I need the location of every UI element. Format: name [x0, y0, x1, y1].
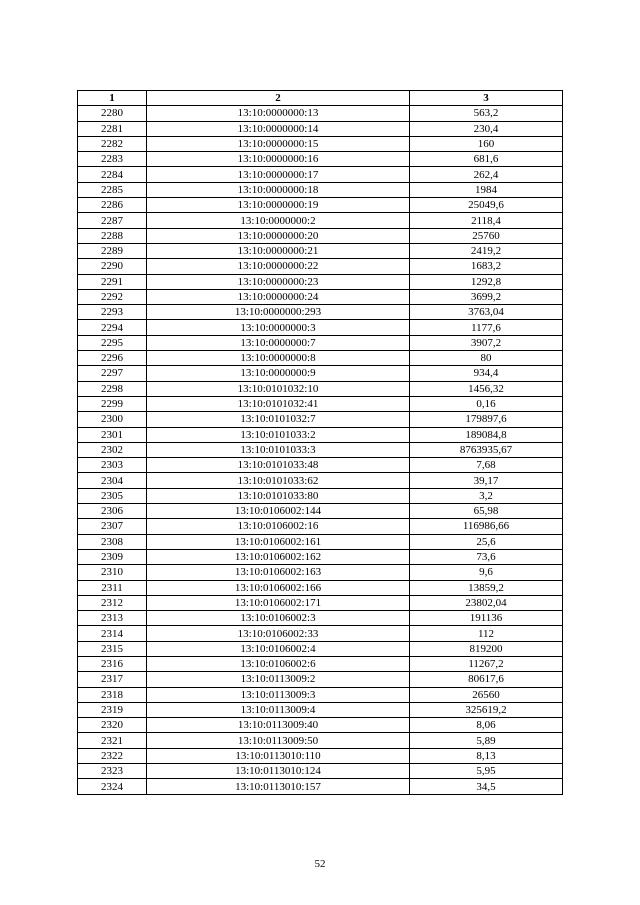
- table-row: [78, 106, 563, 121]
- value-cell: 160: [410, 136, 563, 151]
- cadastral-number-cell: 13:10:0101033:80: [147, 488, 410, 503]
- row-number-cell: 2314: [78, 626, 147, 641]
- table-row: [78, 611, 563, 626]
- row-number-cell: 2280: [78, 106, 147, 121]
- table-row: [78, 718, 563, 733]
- cadastral-number-cell: 13:10:0106002:144: [147, 504, 410, 519]
- cadastral-number-cell: 13:10:0000000:21: [147, 243, 410, 258]
- row-number-cell: 2282: [78, 136, 147, 151]
- value-cell: 3699,2: [410, 289, 563, 304]
- cadastral-number-cell: 13:10:0113009:2: [147, 672, 410, 687]
- value-cell: 934,4: [410, 366, 563, 381]
- row-number-cell: 2290: [78, 259, 147, 274]
- table-row: [78, 274, 563, 289]
- value-cell: 230,4: [410, 121, 563, 136]
- cadastral-number-cell: 13:10:0101033:2: [147, 427, 410, 442]
- table-row: [78, 412, 563, 427]
- table-row: [78, 687, 563, 702]
- value-cell: 262,4: [410, 167, 563, 182]
- cadastral-number-cell: 13:10:0106002:3: [147, 611, 410, 626]
- value-cell: 25049,6: [410, 198, 563, 213]
- row-number-cell: 2302: [78, 442, 147, 457]
- row-number-cell: 2301: [78, 427, 147, 442]
- value-cell: 325619,2: [410, 702, 563, 717]
- cadastral-number-cell: 13:10:0106002:166: [147, 580, 410, 595]
- table-row: [78, 427, 563, 442]
- value-cell: 191136: [410, 611, 563, 626]
- table-row: [78, 182, 563, 197]
- table-row: [78, 748, 563, 763]
- cadastral-number-cell: 13:10:0000000:293: [147, 305, 410, 320]
- row-number-cell: 2319: [78, 702, 147, 717]
- cadastral-number-cell: 13:10:0000000:18: [147, 182, 410, 197]
- table-row: [78, 305, 563, 320]
- cadastral-number-cell: 13:10:0106002:4: [147, 641, 410, 656]
- value-cell: 1456,32: [410, 381, 563, 396]
- table-row: [78, 473, 563, 488]
- column-header-3: 3: [410, 91, 563, 106]
- row-number-cell: 2293: [78, 305, 147, 320]
- table-row: [78, 442, 563, 457]
- value-cell: 73,6: [410, 549, 563, 564]
- value-cell: 9,6: [410, 565, 563, 580]
- table-row: [78, 656, 563, 671]
- cadastral-number-cell: 13:10:0113009:3: [147, 687, 410, 702]
- value-cell: 34,5: [410, 779, 563, 794]
- value-cell: 1292,8: [410, 274, 563, 289]
- row-number-cell: 2315: [78, 641, 147, 656]
- row-number-cell: 2296: [78, 351, 147, 366]
- cadastral-number-cell: 13:10:0106002:171: [147, 595, 410, 610]
- value-cell: 1683,2: [410, 259, 563, 274]
- cadastral-number-cell: 13:10:0106002:33: [147, 626, 410, 641]
- table-row: [78, 198, 563, 213]
- cadastral-number-cell: 13:10:0106002:162: [147, 549, 410, 564]
- value-cell: 11267,2: [410, 656, 563, 671]
- value-cell: 7,68: [410, 458, 563, 473]
- table-row: [78, 580, 563, 595]
- value-cell: 80: [410, 351, 563, 366]
- cadastral-number-cell: 13:10:0000000:2: [147, 213, 410, 228]
- value-cell: 25760: [410, 228, 563, 243]
- table-row: [78, 289, 563, 304]
- row-number-cell: 2299: [78, 396, 147, 411]
- table-row: [78, 702, 563, 717]
- cadastral-number-cell: 13:10:0000000:9: [147, 366, 410, 381]
- row-number-cell: 2307: [78, 519, 147, 534]
- cadastral-number-cell: 13:10:0000000:23: [147, 274, 410, 289]
- cadastral-number-cell: 13:10:0000000:7: [147, 335, 410, 350]
- row-number-cell: 2300: [78, 412, 147, 427]
- value-cell: 80617,6: [410, 672, 563, 687]
- table-row: [78, 136, 563, 151]
- table-row: [78, 534, 563, 549]
- table-body: [78, 106, 563, 794]
- row-number-cell: 2295: [78, 335, 147, 350]
- cadastral-number-cell: 13:10:0000000:20: [147, 228, 410, 243]
- value-cell: 8763935,67: [410, 442, 563, 457]
- row-number-cell: 2310: [78, 565, 147, 580]
- cadastral-number-cell: 13:10:0101033:62: [147, 473, 410, 488]
- table-row: [78, 595, 563, 610]
- cadastral-number-cell: 13:10:0101032:10: [147, 381, 410, 396]
- value-cell: 3763,04: [410, 305, 563, 320]
- table-row: [78, 351, 563, 366]
- cadastral-number-cell: 13:10:0000000:14: [147, 121, 410, 136]
- row-number-cell: 2317: [78, 672, 147, 687]
- table-row: [78, 121, 563, 136]
- cadastral-number-cell: 13:10:0000000:19: [147, 198, 410, 213]
- cadastral-number-cell: 13:10:0000000:16: [147, 152, 410, 167]
- table-row: [78, 626, 563, 641]
- row-number-cell: 2283: [78, 152, 147, 167]
- value-cell: 819200: [410, 641, 563, 656]
- row-number-cell: 2304: [78, 473, 147, 488]
- row-number-cell: 2291: [78, 274, 147, 289]
- row-number-cell: 2303: [78, 458, 147, 473]
- table-row: [78, 549, 563, 564]
- value-cell: 179897,6: [410, 412, 563, 427]
- row-number-cell: 2284: [78, 167, 147, 182]
- table-row: [78, 733, 563, 748]
- row-number-cell: 2316: [78, 656, 147, 671]
- value-cell: 5,89: [410, 733, 563, 748]
- row-number-cell: 2308: [78, 534, 147, 549]
- row-number-cell: 2324: [78, 779, 147, 794]
- cadastral-number-cell: 13:10:0000000:22: [147, 259, 410, 274]
- column-header-1: 1: [78, 91, 147, 106]
- table-row: [78, 764, 563, 779]
- row-number-cell: 2287: [78, 213, 147, 228]
- table-row: [78, 213, 563, 228]
- row-number-cell: 2321: [78, 733, 147, 748]
- cadastral-number-cell: 13:10:0113009:40: [147, 718, 410, 733]
- row-number-cell: 2286: [78, 198, 147, 213]
- table-row: [78, 243, 563, 258]
- table-row: [78, 458, 563, 473]
- table-row: [78, 381, 563, 396]
- row-number-cell: 2318: [78, 687, 147, 702]
- value-cell: 8,13: [410, 748, 563, 763]
- table-row: [78, 335, 563, 350]
- cadastral-number-cell: 13:10:0000000:15: [147, 136, 410, 151]
- value-cell: 23802,04: [410, 595, 563, 610]
- table-row: [78, 152, 563, 167]
- cadastral-number-cell: 13:10:0113009:4: [147, 702, 410, 717]
- value-cell: 25,6: [410, 534, 563, 549]
- cadastral-number-cell: 13:10:0101032:41: [147, 396, 410, 411]
- cadastral-table: [77, 90, 563, 795]
- value-cell: 563,2: [410, 106, 563, 121]
- cadastral-number-cell: 13:10:0000000:17: [147, 167, 410, 182]
- value-cell: 3,2: [410, 488, 563, 503]
- table-row: [78, 779, 563, 794]
- row-number-cell: 2285: [78, 182, 147, 197]
- value-cell: 189084,8: [410, 427, 563, 442]
- row-number-cell: 2294: [78, 320, 147, 335]
- table-row: [78, 259, 563, 274]
- table-row: [78, 167, 563, 182]
- row-number-cell: 2305: [78, 488, 147, 503]
- value-cell: 681,6: [410, 152, 563, 167]
- cadastral-number-cell: 13:10:0000000:3: [147, 320, 410, 335]
- row-number-cell: 2297: [78, 366, 147, 381]
- cadastral-number-cell: 13:10:0101033:3: [147, 442, 410, 457]
- cadastral-number-cell: 13:10:0106002:16: [147, 519, 410, 534]
- table-header-row: [78, 91, 563, 106]
- cadastral-number-cell: 13:10:0106002:161: [147, 534, 410, 549]
- row-number-cell: 2322: [78, 748, 147, 763]
- value-cell: 13859,2: [410, 580, 563, 595]
- cadastral-number-cell: 13:10:0101032:7: [147, 412, 410, 427]
- value-cell: 116986,66: [410, 519, 563, 534]
- row-number-cell: 2313: [78, 611, 147, 626]
- cadastral-number-cell: 13:10:0106002:6: [147, 656, 410, 671]
- cadastral-number-cell: 13:10:0113010:157: [147, 779, 410, 794]
- row-number-cell: 2312: [78, 595, 147, 610]
- value-cell: 39,17: [410, 473, 563, 488]
- table-row: [78, 366, 563, 381]
- row-number-cell: 2311: [78, 580, 147, 595]
- row-number-cell: 2323: [78, 764, 147, 779]
- table-row: [78, 228, 563, 243]
- cadastral-number-cell: 13:10:0113010:124: [147, 764, 410, 779]
- cadastral-number-cell: 13:10:0106002:163: [147, 565, 410, 580]
- value-cell: 2419,2: [410, 243, 563, 258]
- table-row: [78, 488, 563, 503]
- row-number-cell: 2298: [78, 381, 147, 396]
- row-number-cell: 2288: [78, 228, 147, 243]
- value-cell: 65,98: [410, 504, 563, 519]
- value-cell: 8,06: [410, 718, 563, 733]
- row-number-cell: 2281: [78, 121, 147, 136]
- column-header-2: 2: [147, 91, 410, 106]
- value-cell: 112: [410, 626, 563, 641]
- value-cell: 5,95: [410, 764, 563, 779]
- row-number-cell: 2289: [78, 243, 147, 258]
- row-number-cell: 2320: [78, 718, 147, 733]
- row-number-cell: 2306: [78, 504, 147, 519]
- table-row: [78, 672, 563, 687]
- row-number-cell: 2292: [78, 289, 147, 304]
- value-cell: 3907,2: [410, 335, 563, 350]
- table-row: [78, 519, 563, 534]
- value-cell: 26560: [410, 687, 563, 702]
- row-number-cell: 2309: [78, 549, 147, 564]
- table-row: [78, 504, 563, 519]
- table-row: [78, 641, 563, 656]
- cadastral-number-cell: 13:10:0113010:110: [147, 748, 410, 763]
- table-row: [78, 396, 563, 411]
- value-cell: 2118,4: [410, 213, 563, 228]
- value-cell: 0,16: [410, 396, 563, 411]
- table-row: [78, 565, 563, 580]
- value-cell: 1984: [410, 182, 563, 197]
- cadastral-number-cell: 13:10:0000000:13: [147, 106, 410, 121]
- cadastral-number-cell: 13:10:0101033:48: [147, 458, 410, 473]
- table-row: [78, 320, 563, 335]
- cadastral-number-cell: 13:10:0000000:24: [147, 289, 410, 304]
- cadastral-number-cell: 13:10:0113009:50: [147, 733, 410, 748]
- page-number: 52: [314, 858, 326, 870]
- cadastral-number-cell: 13:10:0000000:8: [147, 351, 410, 366]
- value-cell: 1177,6: [410, 320, 563, 335]
